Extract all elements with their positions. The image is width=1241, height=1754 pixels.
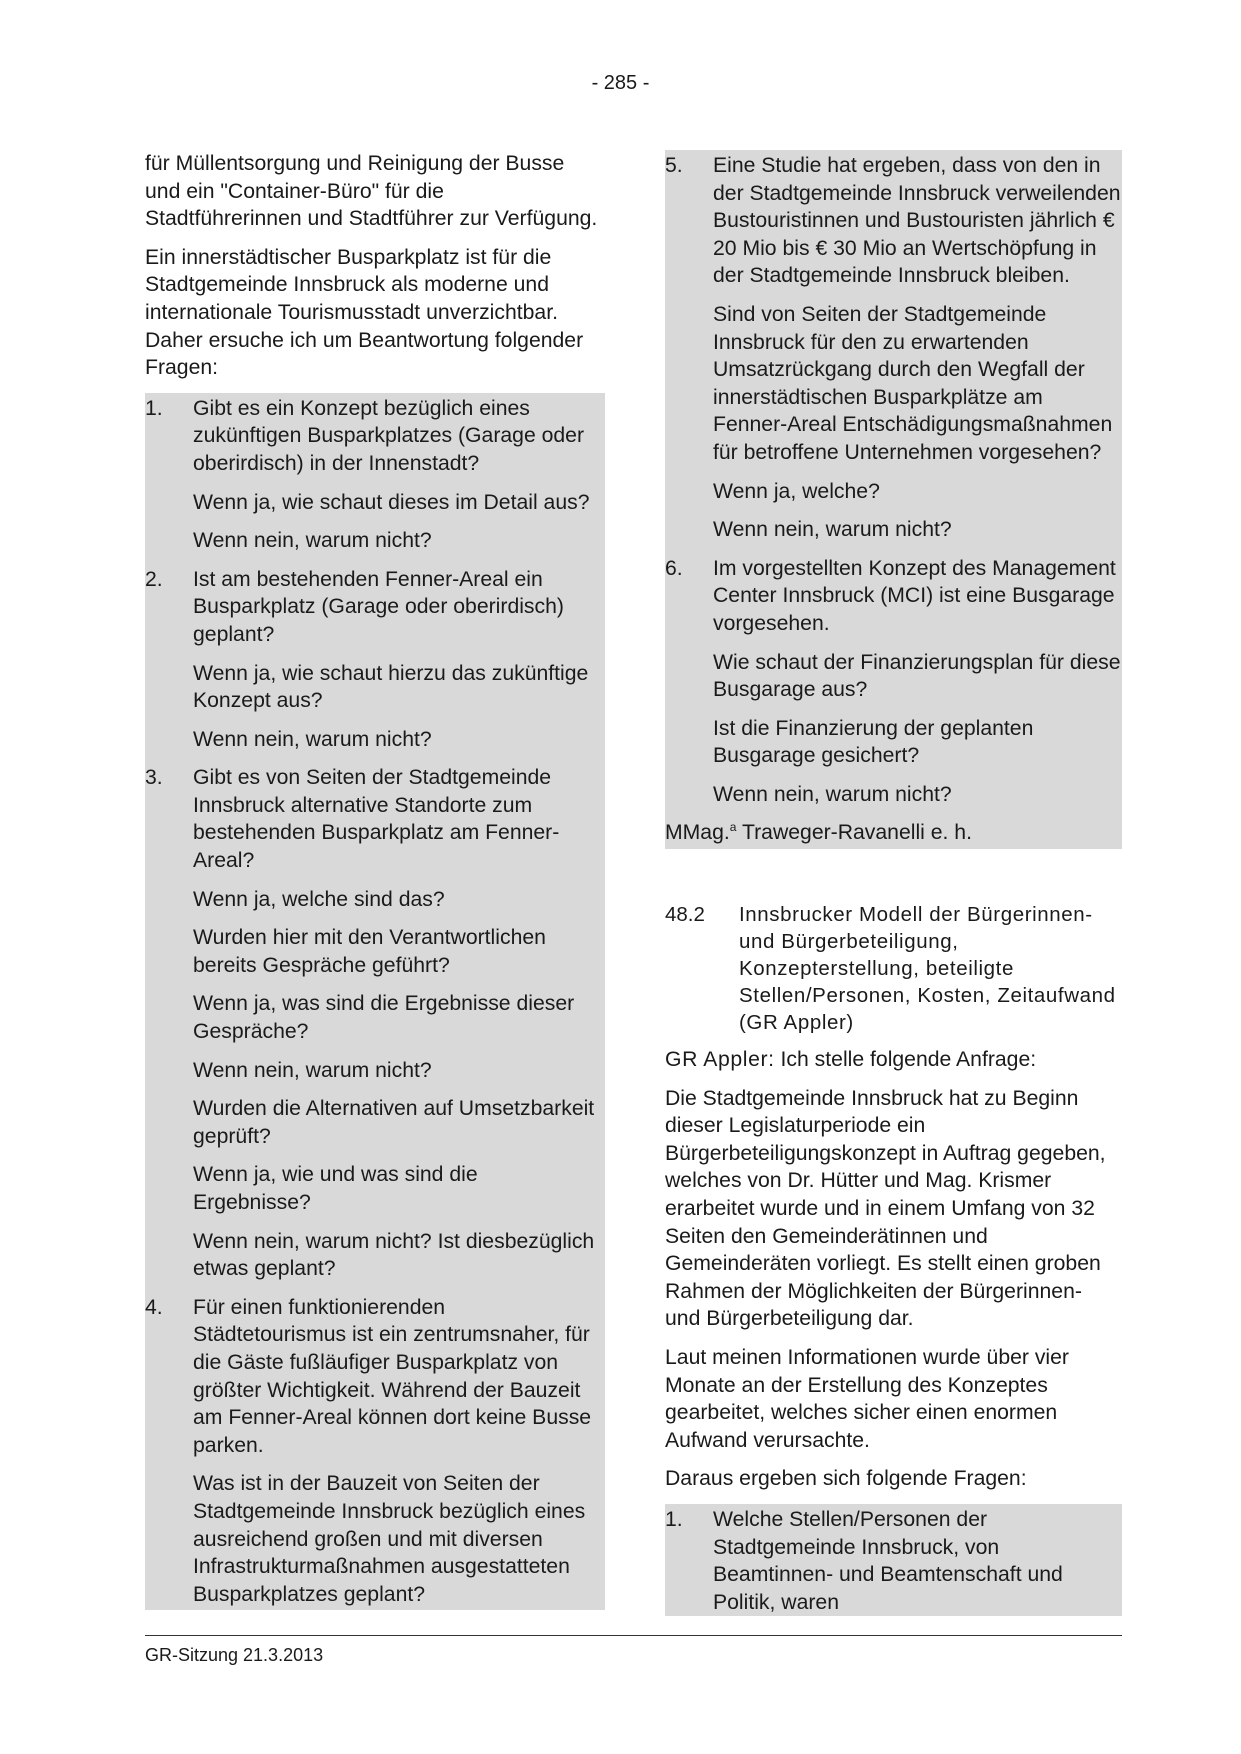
speaker-name: GR Appler: <box>665 1048 775 1072</box>
intro-paragraph-2: Ein innerstädtischer Busparkplatz ist für die Stadtgemeinde Innsbruck als moderne und internationale Tourismusstadt unverzichtbar. Daher ersuche ich um Beantwortung folgender Fragen: <box>145 245 584 380</box>
question-3-followups <box>145 886 600 1283</box>
followup: Wenn nein, warum nicht? <box>193 1058 432 1082</box>
question-text: Ist am bestehenden Fenner-Areal ein Busparkplatz (Garage oder oberirdisch) geplant? <box>193 567 564 646</box>
question-5-followups <box>665 301 1122 544</box>
footer-text: GR-Sitzung 21.3.2013 <box>145 1645 324 1665</box>
right-column <box>665 150 1122 1616</box>
question-text: Welche Stellen/Personen der Stadtgemeinde Innsbruck, von Beamtinnen- und Beamtenschaft und Politik, waren <box>713 1507 1063 1614</box>
followup: Wenn nein, warum nicht? <box>713 518 952 542</box>
followup: Wenn nein, warum nicht? <box>193 727 432 751</box>
followup: Wenn ja, wie und was sind die Ergebnisse? <box>193 1163 478 1214</box>
left-column <box>145 150 600 1610</box>
followup: Wenn ja, was sind die Ergebnisse dieser Gespräche? <box>193 992 575 1044</box>
question-number: 1. <box>665 1507 683 1531</box>
followup: Wenn nein, warum nicht? <box>713 782 952 806</box>
signature-title: MMag. <box>665 821 730 845</box>
followup: Ist die Finanzierung der geplanten Busgarage gesichert? <box>713 716 1034 768</box>
question-number: 6. <box>665 556 683 580</box>
signature <box>665 819 1122 847</box>
followup: Wurden hier mit den Verantwortlichen bereits Gespräche geführt? <box>193 926 546 977</box>
question-2 <box>145 566 600 649</box>
section-title: Innsbrucker Modell der Bürgerinnen- und Bürgerbeteiligung, Konzepterstellung, beteiligte Stellen/Personen, Kosten, Zeitaufwand (GR Appler) <box>739 903 1116 1035</box>
question-text: Eine Studie hat ergeben, dass von den in der Stadtgemeinde Innsbruck verweilenden Bustouristinnen und Bustouristen jährlich € 20 Mio bis € 30 Mio an Wertschöpfung in der Stadtgemeinde Innsbruck bleiben. <box>713 154 1121 288</box>
followup: Wenn ja, wie schaut dieses im Detail aus? <box>193 490 590 514</box>
question-block-right-bottom <box>665 1504 1122 1616</box>
question-block-left <box>145 393 605 1611</box>
page-number: - 285 - <box>591 72 650 94</box>
footer-divider <box>145 1635 1122 1636</box>
followup: Wenn ja, welche? <box>713 479 880 503</box>
question-6-followups <box>665 649 1122 809</box>
question-1-followups <box>145 489 600 555</box>
section-number: 48.2 <box>665 903 705 927</box>
followup: Wenn nein, warum nicht? Ist diesbezüglich etwas geplant? <box>193 1229 595 1281</box>
followup: Wenn ja, wie schaut hierzu das zukünftige Konzept aus? <box>193 661 589 713</box>
question-text: Gibt es ein Konzept bezüglich eines zukünftigen Busparkplatzes (Garage oder oberirdisch) in der Innenstadt? <box>193 396 585 475</box>
question-number: 5. <box>665 154 683 177</box>
signature-name: Traweger-Ravanelli e. h. <box>736 821 972 845</box>
followup: Wenn nein, warum nicht? <box>193 529 432 553</box>
question-5 <box>665 152 1122 290</box>
question-2-followups <box>145 660 600 754</box>
intro-paragraph-1: für Müllentsorgung und Reinigung der Busse und ein "Container-Büro" für die Stadtführerinnen und Stadtführer zur Verfügung. <box>145 152 598 231</box>
followup: Wie schaut der Finanzierungsplan für diese Busgarage aus? <box>713 650 1121 702</box>
followup: Wenn ja, welche sind das? <box>193 887 445 911</box>
question-1-appler <box>665 1506 1122 1616</box>
body-paragraph-2: Laut meinen Informationen wurde über vier Monate an der Erstellung des Konzeptes gearbeitet, welches sicher einen enormen Aufwand verursachte. <box>665 1346 1069 1452</box>
question-text: Gibt es von Seiten der Stadtgemeinde Innsbruck alternative Standorte zum bestehenden Busparkplatz am Fenner-Areal? <box>193 766 560 873</box>
speaker-text: Ich stelle folgende Anfrage: <box>774 1048 1037 1072</box>
question-text: Für einen funktionierenden Städtetourismus ist ein zentrumsnaher, für die Gäste fußläufiger Busparkplatz von größter Wichtigkeit. Während der Bauzeit am Fenner-Areal können dort keine Busse parken. <box>193 1295 592 1457</box>
question-3 <box>145 764 600 874</box>
question-block-right-top <box>665 150 1122 849</box>
body-paragraph-3: Daraus ergeben sich folgende Fragen: <box>665 1467 1027 1491</box>
followup: Sind von Seiten der Stadtgemeinde Innsbruck für den zu erwartenden Umsatzrückgang durch den Wegfall der innerstädtischen Busparkplätze am Fenner-Areal Entschädigungsmaßnahmen für betroffene Unternehmen vorgesehen? <box>713 302 1113 464</box>
followup: Wurden die Alternativen auf Umsetzbarkeit geprüft? <box>193 1097 595 1148</box>
followup: Was ist in der Bauzeit von Seiten der Stadtgemeinde Innsbruck bezüglich eines ausreichend großen und mit diversen Infrastrukturmaßnahmen ausgestatteten Busparkplatzes geplant? <box>193 1472 586 1606</box>
section-heading <box>665 901 1122 1036</box>
question-4 <box>145 1294 600 1460</box>
question-number: 1. <box>145 396 163 420</box>
question-6 <box>665 555 1122 638</box>
body-paragraph-1: Die Stadtgemeinde Innsbruck hat zu Beginn dieser Legislaturperiode ein Bürgerbeteiligungskonzept in Auftrag gegeben, welches von Dr. Hütter und Mag. Krismer erarbeitet wurde und in einem Umfang von 32 Seiten den Gemeinderätinnen und Gemeinderäten vorliegt. Es stellt einen groben Rahmen der Möglichkeiten der Bürgerinnen- und Bürgerbeteiligung dar. <box>665 1086 1106 1331</box>
question-4-followups <box>145 1470 600 1608</box>
speaker-line <box>665 1046 1122 1074</box>
question-number: 3. <box>145 766 163 790</box>
question-number: 4. <box>145 1295 163 1319</box>
signature-superscript: a <box>729 820 737 835</box>
question-text: Im vorgestellten Konzept des Management Center Innsbruck (MCI) ist eine Busgarage vorgesehen. <box>713 556 1116 635</box>
question-1 <box>145 395 600 478</box>
question-number: 2. <box>145 567 163 591</box>
